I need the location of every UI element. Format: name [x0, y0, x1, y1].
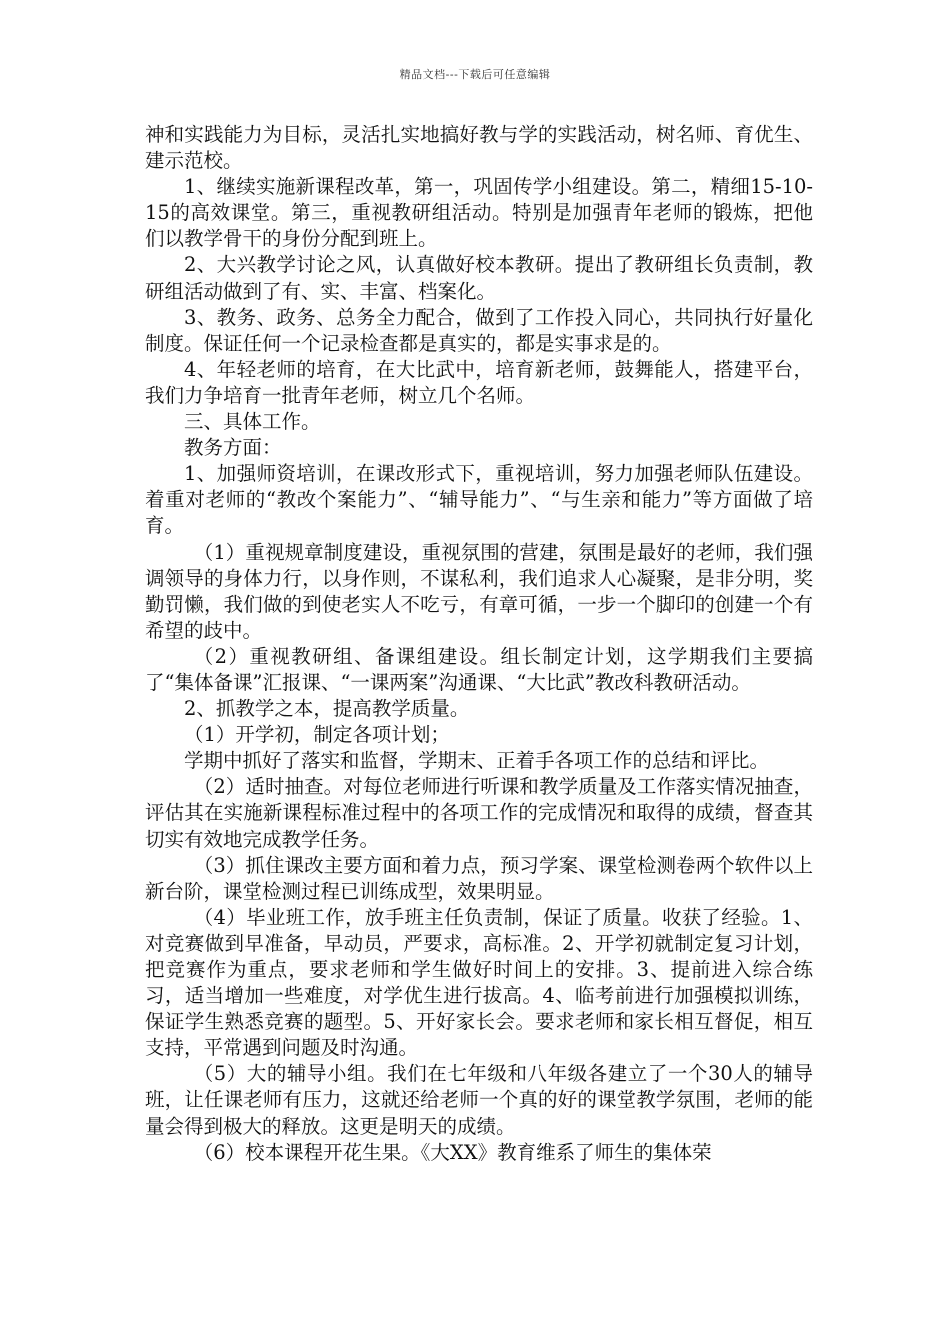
paragraph: 神和实践能力为目标，灵活扎实地搞好教与学的实践活动，树名师、育优生、建示范校。 — [145, 123, 813, 173]
paragraph: 2、大兴教学讨论之风，认真做好校本教研。提出了教研组长负责制，教研组活动做到了有、实、丰富、档案化。 — [145, 253, 813, 303]
page-header: 精品文档---下载后可任意编辑 — [399, 68, 551, 81]
section-heading: 三、具体工作。 — [184, 410, 321, 434]
paragraph: 1、继续实施新课程改革，第一，巩固传学小组建设。第二，精细15-10-15的高效课堂。第三，重视教研组活动。特别是加强青年老师的锻炼，把他们以教学骨干的身份分配到班上。 — [145, 175, 813, 251]
paragraph: 4、年轻老师的培育，在大比武中，培育新老师，鼓舞能人，搭建平台，我们力争培育一批青年老师，树立几个名师。 — [145, 357, 813, 407]
document-body — [145, 122, 813, 1166]
paragraph: （5）大的辅导小组。我们在七年级和八年级各建立了一个30人的辅导班，让任课老师有压力，这就还给老师一个真的好的课堂教学氛围，老师的能量会得到极大的释放。这更是明天的成绩。 — [145, 1062, 813, 1138]
paragraph: 学期中抓好了落实和监督，学期末、正着手各项工作的总结和评比。 — [184, 749, 770, 773]
paragraph: （1）开学初，制定各项计划； — [184, 723, 450, 747]
subsection-heading: 教务方面： — [184, 436, 282, 460]
paragraph: （2）适时抽查。对每位老师进行听课和教学质量及工作落实情况抽查，评估其在实施新课程标准过程中的各项工作的完成情况和取得的成绩，督查其切实有效地完成教学任务。 — [145, 775, 813, 851]
paragraph: （3）抓住课改主要方面和着力点，预习学案、课堂检测卷两个软件以上新台阶，课堂检测过程已训练成型，效果明显。 — [145, 853, 813, 903]
paragraph: （4）毕业班工作，放手班主任负责制，保证了质量。收获了经验。1、对竞赛做到早准备，早动员，严要求，高标准。2、开学初就制定复习计划，把竞赛作为重点，要求老师和学生做好时间上的安排。3、提前进入综合练习，适当增加一些难度，对学优生进行拔高。4、临考前进行加强模拟训练，保证学生熟悉竞赛的题型。5、开好家长会。要求老师和家长相互督促，相互支持，平常遇到问题及时沟通。 — [145, 905, 813, 1060]
paragraph: 1、加强师资培训，在课改形式下，重视培训，努力加强老师队伍建设。着重对老师的“教改个案能力”、“辅导能力”、“与生亲和能力”等方面做了培育。 — [145, 462, 813, 538]
paragraph: （6）校本课程开花生果。《大XX》教育维系了师生的集体荣 — [193, 1140, 712, 1164]
paragraph: 3、教务、政务、总务全力配合，做到了工作投入同心，共同执行好量化制度。保证任何一个记录检查都是真实的，都是实事求是的。 — [145, 305, 813, 355]
paragraph: （1）重视规章制度建设，重视氛围的营建，氛围是最好的老师，我们强调领导的身体力行，以身作则，不谋私利，我们追求人心凝聚，是非分明，奖勤罚懒，我们做的到使老实人不吃亏，有章可循，一步一个脚印的创建一个有希望的歧中。 — [145, 540, 813, 642]
paragraph: （2）重视教研组、备课组建设。组长制定计划，这学期我们主要搞了“集体备课”汇报课、“一课两案”沟通课、“大比武”教改科教研活动。 — [145, 644, 813, 694]
paragraph: 2、抓教学之本，提高教学质量。 — [184, 697, 470, 721]
